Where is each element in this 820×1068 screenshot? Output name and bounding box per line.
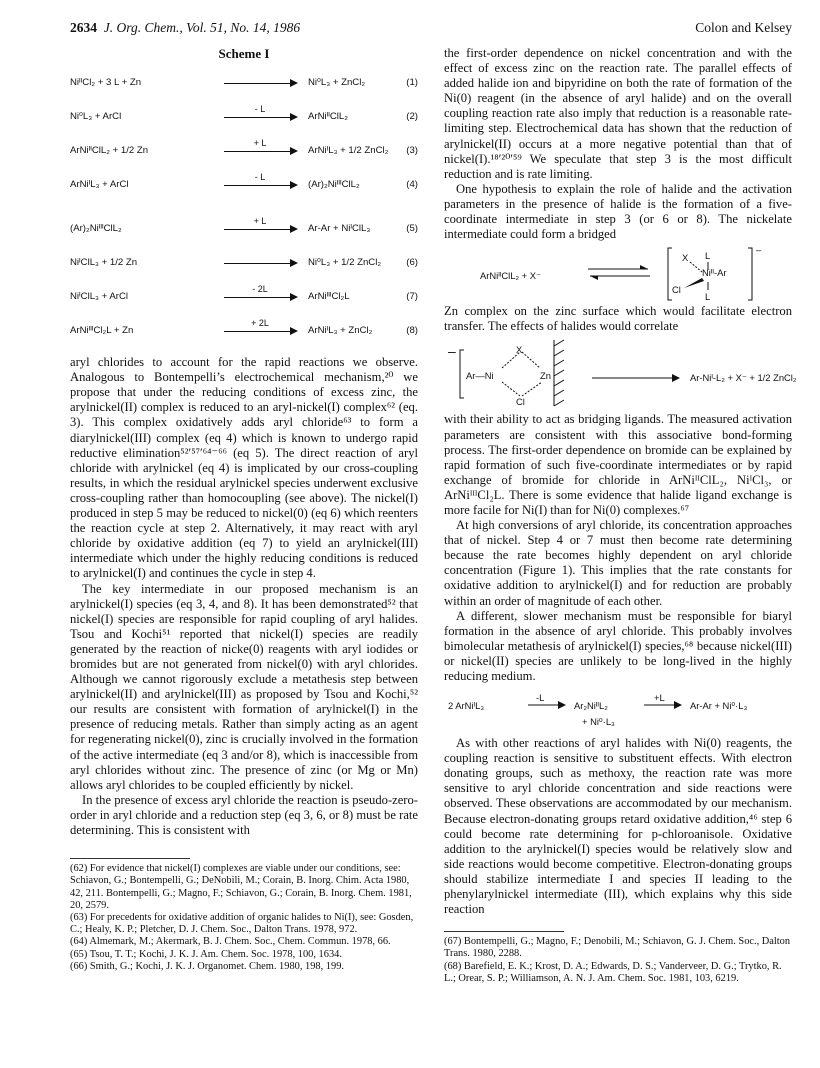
footnote: (64) Almemark, M.; Akermark, B. J. Chem. Soc., Chem. Commun. 1978, 66. xyxy=(70,936,391,948)
footnote-rule xyxy=(444,931,564,932)
reaction-arrow-icon xyxy=(224,105,296,125)
paragraph: the first-order dependence on nickel concentration and with the effect of excess zinc on the reaction rate. The parallel effects of added halide ion and bipyridine on both the rate of formation of the Ni(0) reagent (in the absence of aryl halide) and on the overall coupling reaction rate also imply that reduction is a reasonable rate-limiting step. Electrochemical data has shown that the reduction of arylnickel(II) occurs at a more negative potential than that of nickel(I).¹⁸ʹ²⁰ʹ⁵⁹ We speculate that step 3 is the most difficult reduction and is rate limiting. xyxy=(444,46,792,181)
header-left xyxy=(70,20,300,36)
footnote: (62) For evidence that nickel(I) complexes are viable under our conditions, see: Schiavon, G.; Bontempelli, G.; DeNobili, M.; Corain, B. Inorg. Chim. Acta 1980, 42, 211. Bontempelli, G.; Magno, F.; Schiavon, G.; Corain, B. Inorg. Chem. 1981, 20, 2579. xyxy=(70,863,412,911)
halide-x: X xyxy=(516,344,523,356)
equilibrium-lhs: ArNiᴵᴵClL₂ + X⁻ xyxy=(480,270,541,282)
paragraph: At high conversions of aryl chloride, its concentration approaches that of nickel. Step 4 or 7 must then become rate determining because the rate becomes highly dependent on aryl chloride concentration (Figure 1). This implies that the rate constants for oxidative addition to arylnickel(I) and for reduction are probably within an order of magnitude of each other. xyxy=(444,518,792,608)
arrow-label: - L xyxy=(254,104,266,115)
running-header xyxy=(70,20,792,38)
header-authors: Colon and Kelsey xyxy=(695,20,792,35)
reaction-arrow-icon xyxy=(592,374,682,382)
scheme-equation xyxy=(70,135,418,169)
paragraph: The key intermediate in our proposed mechanism is an arylnickel(I) species (eq 3, 4, and 8). It has been demonstrated⁵² that nickel(I) species are responsible for rapid coupling of aryl halides. Tsou and Kochi⁵¹ reported that nickel(I) species are readily generated by the reaction of nicke(0) reagents with aryl iodides or bromides but are not generated from nickel(0) with aryl chlorides. Although we cannot rigorously exclude a metathesis step between arylnickel(II) and arylnickel(III) as proposed by Tsou and Kochi,⁵² our results are consistent with formation of arylnickel(I) in the presence of reducing metals. Rather than simply acting as an agent for regenerating nickel(0), zinc is crucially involved in the formation of the active intermediate (eq 3 and/or 8), which is inaccessible from aryl chlorides without zinc. The presence of zinc (or Mg or Mn) allows aryl chlorides to be coupled efficiently by nickel. xyxy=(70,581,418,792)
footnotes-left xyxy=(70,863,418,973)
arrow-label: + 2L xyxy=(251,318,269,329)
paragraph: As with other reactions of aryl halides with Ni(0) reagents, the coupling reaction is sensitive to substituent effects. With electron donating groups, such as methoxy, the reaction rate was more sensitive to aryl chloride concentration and side reactions were observed. These observations are accommodated by our mechanism. Because electron-donating groups retard oxidative addition,⁴⁶ step 6 could become rate determining for p-chloroanisole. Oxidative addition to the arylnickel(I) species would be relatively slow and side reactions would become competitive. Electron-donating groups should stabilize intermediate I and species II leading to the phenylarylnickel intermediate (III), which explains why this side reaction xyxy=(444,736,792,917)
ligand-bottom: L xyxy=(705,291,711,303)
equation-reactants: ArNiᴵᴵᴵCl₂L + Zn xyxy=(70,325,134,337)
footnote-rule xyxy=(70,858,190,859)
reaction-arrow-icon xyxy=(224,251,296,271)
equation-reactants: NiᴵClL₃ + ArCl xyxy=(70,291,129,303)
paragraph: aryl chlorides to account for the rapid reactions we observe. Analogous to Bontempelli’s electrochemical mechanism,²⁰ we propose that under the reducing conditions of excess zinc, the arylnickel(II) complex is reduced to an aryl-nickel(I) complex⁶² (eq. 3). This complex oxidatively adds aryl chloride⁶³ to form a diarylnickel(III) complex (eq 4) which is known to undergo rapid reductive elimination⁵²ʹ⁵⁷ʹ⁶⁴⁻⁶⁶ (eq 5). The direct reaction of aryl chloride with arylnickel (eq 4) is implicated by our cross-coupling results, in which the residual arylnickel species underwent exclusive cross-coupling rather than homocoupling (see above). The nickel(I) produced in step 5 may be reduced to nickel(0) (eq 6) which reenters the reaction cycle at step 2. Alternatively, it may react with aryl chloride by oxidative addition (eq 7) to yield an arylnickel(III) intermediate which under the highly reducing conditions is reduced to arylnickel(I) and continues the cycle in step 4. xyxy=(70,355,418,581)
equation-reactants: ArNiᴵL₃ + ArCl xyxy=(70,179,129,191)
scheme-equation xyxy=(70,247,418,281)
equation-products: (Ar)₂NiᴵᴵᴵClL₂ xyxy=(308,179,360,191)
equation-number: (3) xyxy=(406,145,418,157)
metathesis-products: Ar-Ar + Ni⁰·L₃ xyxy=(690,700,748,712)
equation-number: (2) xyxy=(406,111,418,123)
reaction-arrow-icon xyxy=(224,173,296,193)
journal-citation: J. Org. Chem., Vol. 51, No. 14, 1986 xyxy=(103,20,301,35)
equation-number: (1) xyxy=(406,77,418,89)
arrow-label: + L xyxy=(253,138,267,149)
equation-products: Ar-Ar + NiᴵClL₃ xyxy=(308,223,371,235)
scheme-title: Scheme I xyxy=(218,46,270,61)
equation-products: Ni⁰L₃ + ZnCl₂ xyxy=(308,77,366,89)
paragraph: A different, slower mechanism must be responsible for biaryl formation in the absence of aryl chloride. This probably involves bimolecular metathesis of arylnickel(I) species,⁶⁸ because nickel(III) or nickel(II) species are unlikely to be long-lived in the highly reducing medium. xyxy=(444,608,792,683)
equation-number: (8) xyxy=(406,325,418,337)
zinc-bridge-diagram xyxy=(444,334,797,412)
chloride: Cl xyxy=(516,396,525,408)
equation-reactants: NiᴵᴵCl₂ + 3 L + Zn xyxy=(70,77,142,89)
scheme-equations xyxy=(70,67,418,349)
reaction-arrow-icon xyxy=(644,701,684,709)
paragraph: Zn complex on the zinc surface which would facilitate electron transfer. The effects of halides would correlate xyxy=(444,304,792,334)
reaction-arrow-icon xyxy=(224,319,296,339)
scheme-equation xyxy=(70,67,418,101)
anion-charge: – xyxy=(448,343,456,360)
metathesis-reactant: 2 ArNiᴵL₃ xyxy=(448,700,485,712)
scheme-equation xyxy=(70,101,418,135)
metathesis-byproduct: + Ni⁰·L₃ xyxy=(582,716,615,728)
reaction-arrow-icon xyxy=(224,285,296,305)
zinc-label: Zn xyxy=(540,370,551,382)
equation-number: (5) xyxy=(406,223,418,235)
paragraph: with their ability to act as bridging ligands. The measured activation parameters are consistent with this associative bond-forming process. The first-order dependence on bromide can be explained by rapid formation of such five-coordinate intermediates or by rapid exchange of bromide for chloride in ArNiᴵᴵClL₂, NiᴵCl₃, or ArNiᴵᴵᴵCl₂L. There is some evidence that halide ligand exchange is more facile for Ni(I) than for Ni(0) complexes.⁶⁷ xyxy=(444,412,792,517)
equation-number: (7) xyxy=(406,291,418,303)
paragraph: One hypothesis to explain the role of halide and the activation parameters in the presence of halide is the formation of a five-coordinate intermediate in step 3 (or 6 or 8). The nickelate intermediate could form a bridged xyxy=(444,181,792,242)
arrow-label: - L xyxy=(254,172,266,183)
equation-products: ArNiᴵL₃ + 1/2 ZnCl₂ xyxy=(308,145,389,157)
footnote: (66) Smith, G.; Kochi, J. K. J. Organomet. Chem. 1980, 198, 199. xyxy=(70,960,344,972)
chloride: Cl xyxy=(672,284,681,296)
left-column xyxy=(70,46,418,973)
footnote: (65) Tsou, T. T.; Kochi, J. K. J. Am. Chem. Soc. 1978, 100, 1634. xyxy=(70,948,342,960)
footnote: (68) Barefield, E. K.; Krost, D. A.; Edwards, D. S.; Vanderveer, D. G.; Trytko, R. L.; Orear, S. P.; Williamson, A. N. J. Am. Chem. Soc. 1981, 103, 6219. xyxy=(444,960,782,984)
right-column xyxy=(444,46,797,985)
arrow-label-minus-l: -L xyxy=(536,692,545,704)
equation-products: ArNiᴵᴵᴵCl₂L xyxy=(308,291,350,303)
scheme-equation xyxy=(70,315,418,349)
nickelate-equilibrium-diagram xyxy=(444,242,792,304)
scheme-equation xyxy=(70,281,418,315)
paragraph: In the presence of excess aryl chloride the reaction is pseudo-zero-order in aryl chloride and a reduction step (eq 3, 6, or 8) must be rate determining. This is consistent with xyxy=(70,792,418,837)
metathesis-intermediate: Ar₂NiᴵᴵL₂ xyxy=(574,700,608,712)
reaction-arrow-icon xyxy=(224,139,296,159)
equation-number: (4) xyxy=(406,179,418,191)
footnote: (63) For precedents for oxidative addition of organic halides to Ni(I), see: Gosden, C.; Healy, K. P.; Pletcher, D. J. Chem. Soc., Dalton Trans. 1978, 972. xyxy=(70,911,414,936)
equation-reactants: ArNiᴵᴵClL₂ + 1/2 Zn xyxy=(70,145,149,157)
reaction-arrow-icon xyxy=(224,217,296,237)
ligand-top: L xyxy=(705,250,711,262)
footnote: (67) Bontempelli, G.; Magno, F.; Denobili, M.; Schiavon, G. J. Chem. Soc., Dalton Trans. 1980, 2288. xyxy=(444,936,791,960)
equation-products: ArNiᴵᴵClL₂ xyxy=(308,111,348,123)
arrow-label: + L xyxy=(253,216,267,227)
halide-x: X xyxy=(682,252,689,264)
footnotes-right xyxy=(444,936,792,985)
reaction-arrow-icon xyxy=(528,701,568,709)
page-number: 2634 xyxy=(70,20,97,35)
equation-reactants: NiᴵClL₃ + 1/2 Zn xyxy=(70,257,138,269)
arrow-label-plus-l: +L xyxy=(654,692,665,704)
scheme-equation xyxy=(70,169,418,203)
equation-products: Ni⁰L₃ + 1/2 ZnCl₂ xyxy=(308,257,382,269)
equation-products: ArNiᴵL₃ + ZnCl₂ xyxy=(308,325,373,337)
nickelate-center: Niᴵᴵ-Ar xyxy=(702,267,727,279)
aryl-nickel: Ar—Ni xyxy=(466,370,494,382)
equation-reactants: Ni⁰L₃ + ArCl xyxy=(70,111,122,123)
reaction-arrow-icon xyxy=(224,71,296,91)
equation-number: (6) xyxy=(406,257,418,269)
scheme-equation xyxy=(70,213,418,247)
equilibrium-arrows-icon xyxy=(586,264,652,282)
equation-reactants: (Ar)₂NiᴵᴵᴵClL₂ xyxy=(70,223,122,235)
metathesis-diagram xyxy=(444,684,792,736)
anion-charge: – xyxy=(756,244,762,256)
arrow-label: - 2L xyxy=(252,284,268,295)
bridge-products: Ar-Niᴵ-L₂ + X⁻ + 1/2 ZnCl₂ xyxy=(690,372,797,384)
